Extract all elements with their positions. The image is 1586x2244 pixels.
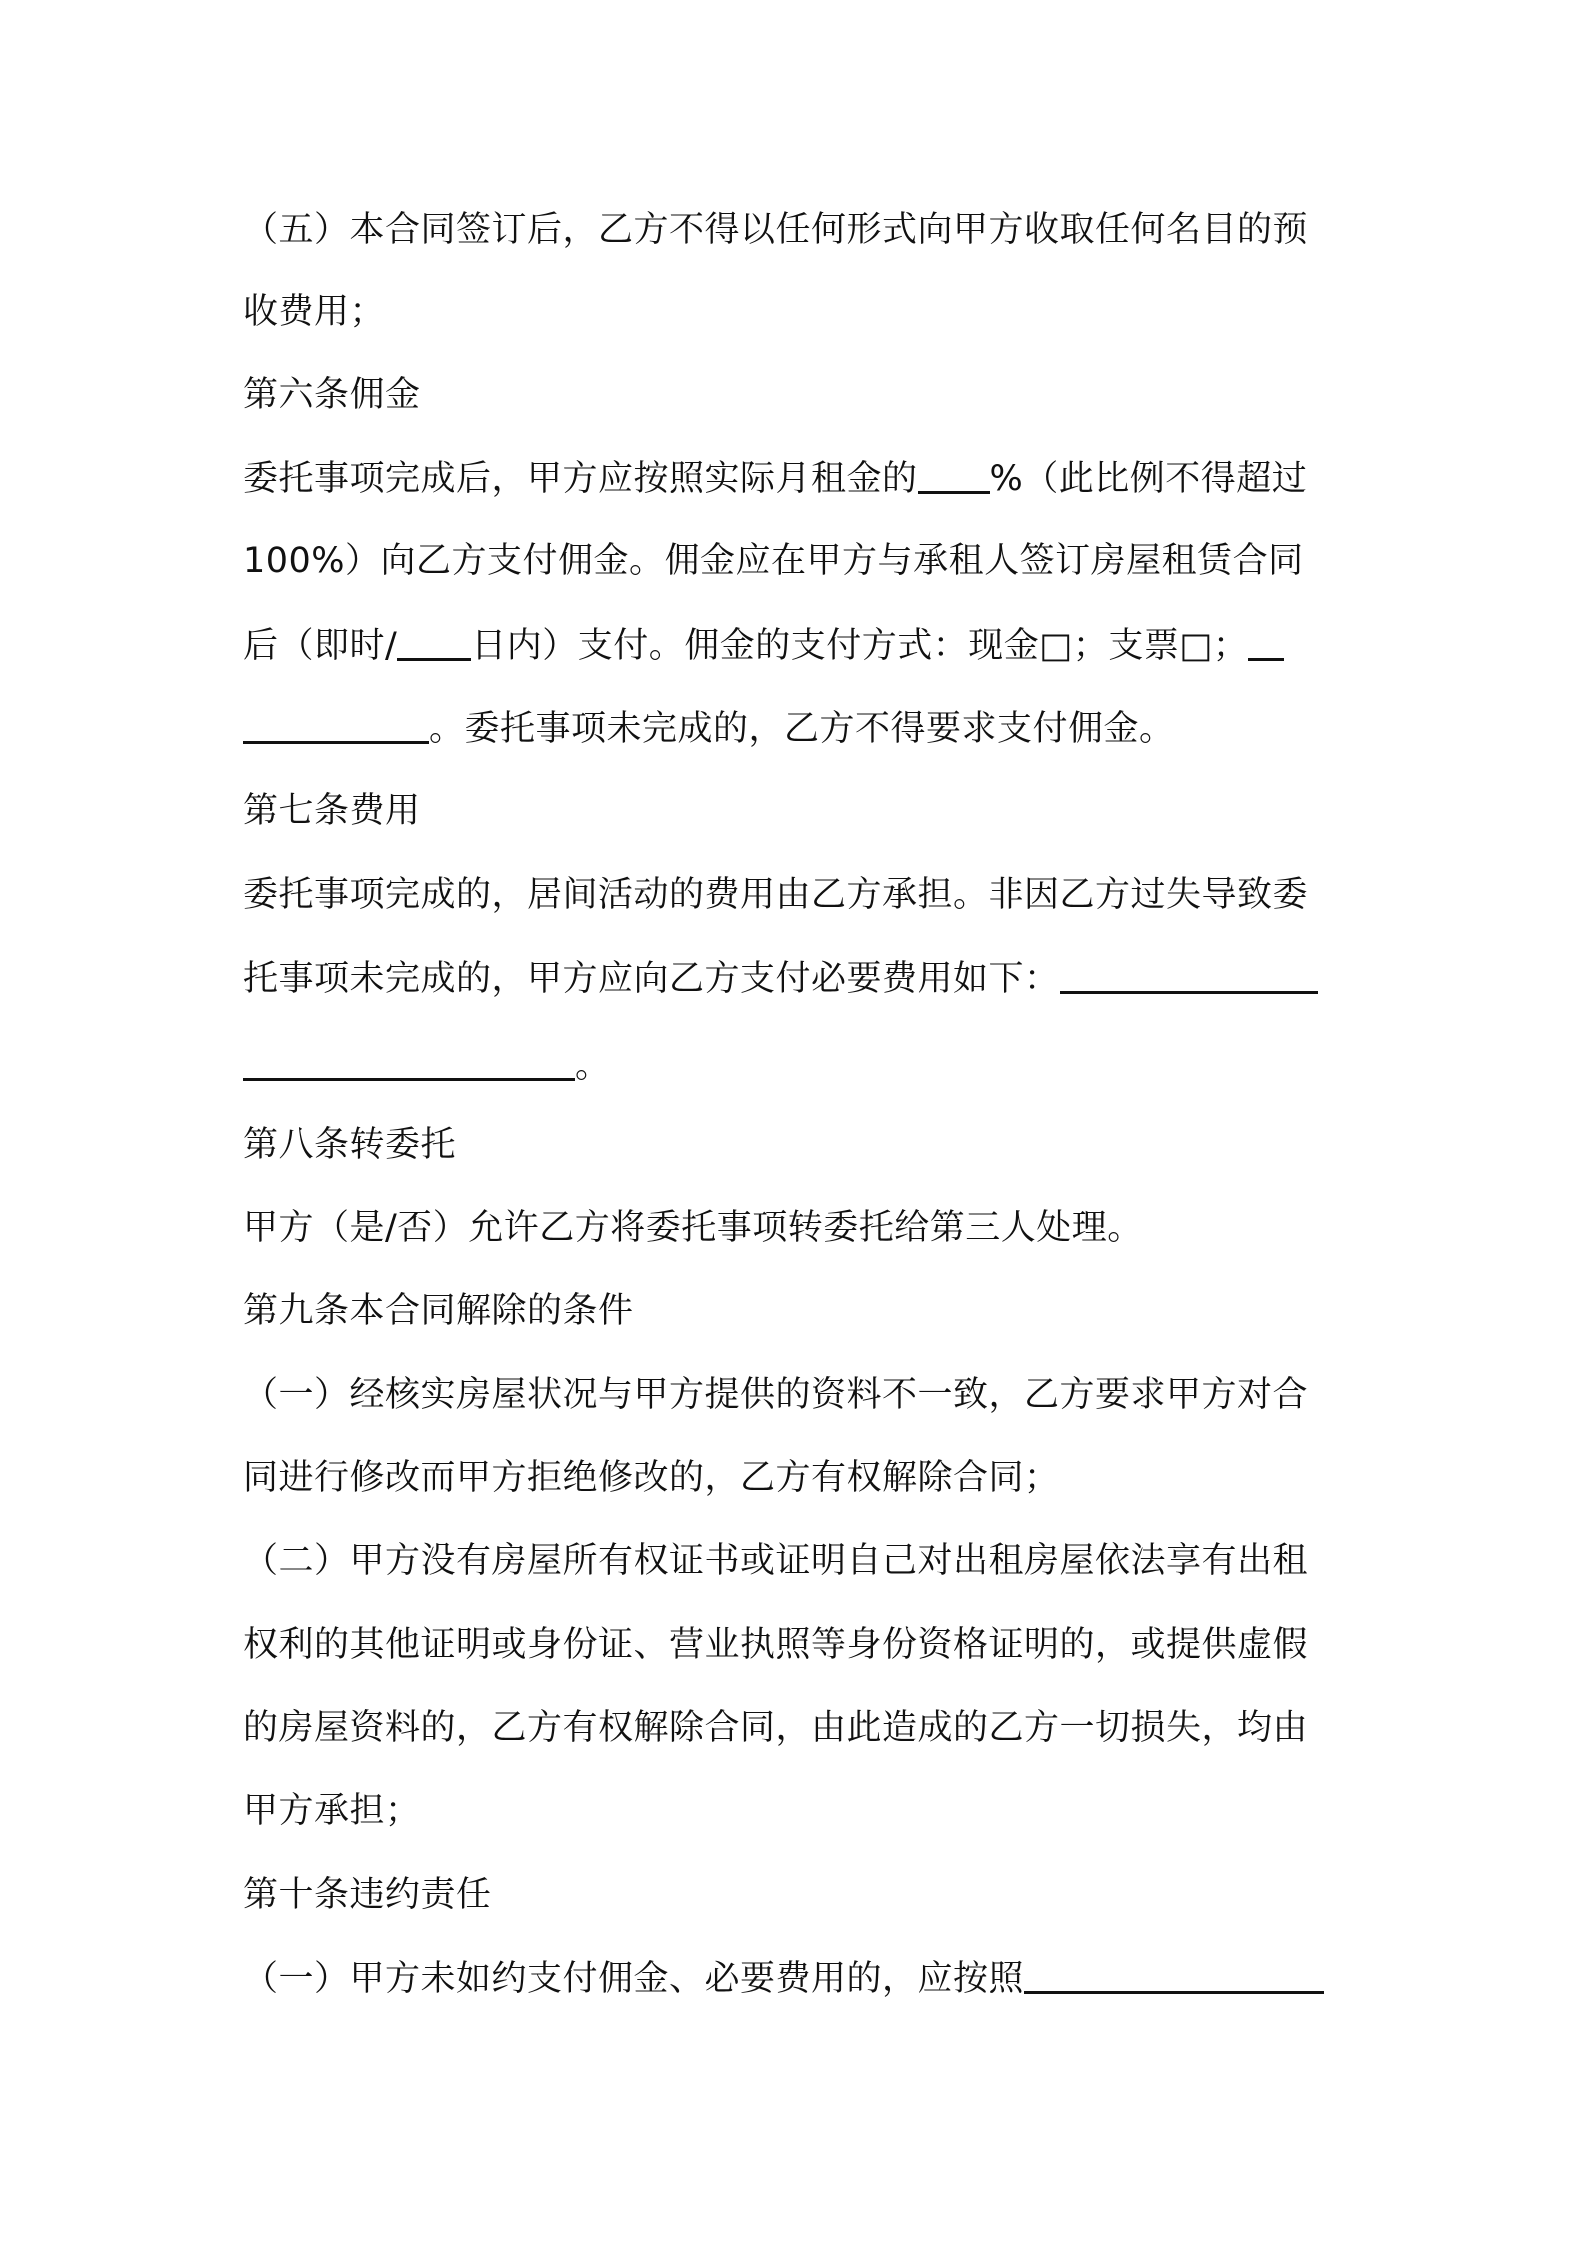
- fill-in-blank: [397, 624, 471, 661]
- text-line: [243, 1203, 1358, 1253]
- text-segment: 后（即时/: [243, 626, 398, 666]
- text-line: [243, 1620, 1358, 1670]
- section-heading: [243, 1120, 1358, 1170]
- text-line: [243, 620, 1358, 670]
- text-segment: 第八条转委托: [243, 1125, 457, 1165]
- text-line: [243, 1536, 1358, 1586]
- section-heading: [243, 1870, 1358, 1920]
- text-line: [243, 536, 1358, 586]
- text-segment: %（此比例不得超过: [989, 459, 1308, 499]
- text-segment: 甲方（是/否）允许乙方将委托事项转委托给第三人处理。: [243, 1208, 1143, 1248]
- text-line: [243, 1370, 1358, 1420]
- text-line: [243, 1953, 1358, 2003]
- text-segment: 委托事项完成后，甲方应按照实际月租金的: [243, 459, 918, 499]
- section-heading: [243, 786, 1358, 836]
- text-line: [243, 205, 1358, 255]
- text-segment: 收费用；: [243, 292, 386, 332]
- text-segment: （一）甲方未如约支付佣金、必要费用的，应按照: [243, 1959, 1025, 1999]
- fill-in-blank: [1024, 1957, 1324, 1994]
- text-segment: 权利的其他证明或身份证、营业执照等身份资格证明的，或提供虚假: [243, 1625, 1309, 1665]
- fill-in-blank: [1060, 957, 1318, 994]
- text-segment: 第十条违约责任: [243, 1875, 492, 1915]
- section-heading: [243, 370, 1358, 420]
- text-segment: 日内）支付。佣金的支付方式：现金□；支票□；: [471, 626, 1249, 666]
- fill-in-blank: [243, 1044, 575, 1081]
- text-line: [243, 1453, 1358, 1503]
- text-segment: 第九条本合同解除的条件: [243, 1291, 634, 1331]
- text-segment: 100%）向乙方支付佣金。佣金应在甲方与承租人签订房屋租赁合同: [243, 541, 1304, 581]
- text-segment: 同进行修改而甲方拒绝修改的，乙方有权解除合同；: [243, 1458, 1060, 1498]
- text-line: [243, 1040, 1358, 1090]
- text-segment: 第七条费用: [243, 791, 421, 831]
- text-line: [243, 703, 1358, 753]
- fill-in-blank: [1248, 624, 1284, 661]
- text-line: [243, 453, 1358, 503]
- fill-in-blank: [918, 457, 990, 494]
- text-segment: （五）本合同签订后，乙方不得以任何形式向甲方收取任何名目的预: [243, 210, 1309, 250]
- text-line: [243, 287, 1358, 337]
- text-segment: （一）经核实房屋状况与甲方提供的资料不一致，乙方要求甲方对合: [243, 1375, 1309, 1415]
- text-segment: 。委托事项未完成的，乙方不得要求支付佣金。: [429, 709, 1175, 749]
- text-line: [243, 1786, 1358, 1836]
- fill-in-blank: [243, 707, 429, 744]
- text-segment: （二）甲方没有房屋所有权证书或证明自己对出租房屋依法享有出租: [243, 1541, 1309, 1581]
- text-line: [243, 870, 1358, 920]
- text-segment: 第六条佣金: [243, 375, 421, 415]
- text-segment: 委托事项完成的，居间活动的费用由乙方承担。非因乙方过失导致委: [243, 875, 1309, 915]
- text-line: [243, 953, 1358, 1003]
- section-heading: [243, 1286, 1358, 1336]
- text-segment: 甲方承担；: [243, 1791, 421, 1831]
- text-line: [243, 1703, 1358, 1753]
- text-segment: 托事项未完成的，甲方应向乙方支付必要费用如下：: [243, 959, 1060, 999]
- text-segment: 的房屋资料的，乙方有权解除合同，由此造成的乙方一切损失，均由: [243, 1708, 1309, 1748]
- text-segment: 。: [575, 1046, 611, 1086]
